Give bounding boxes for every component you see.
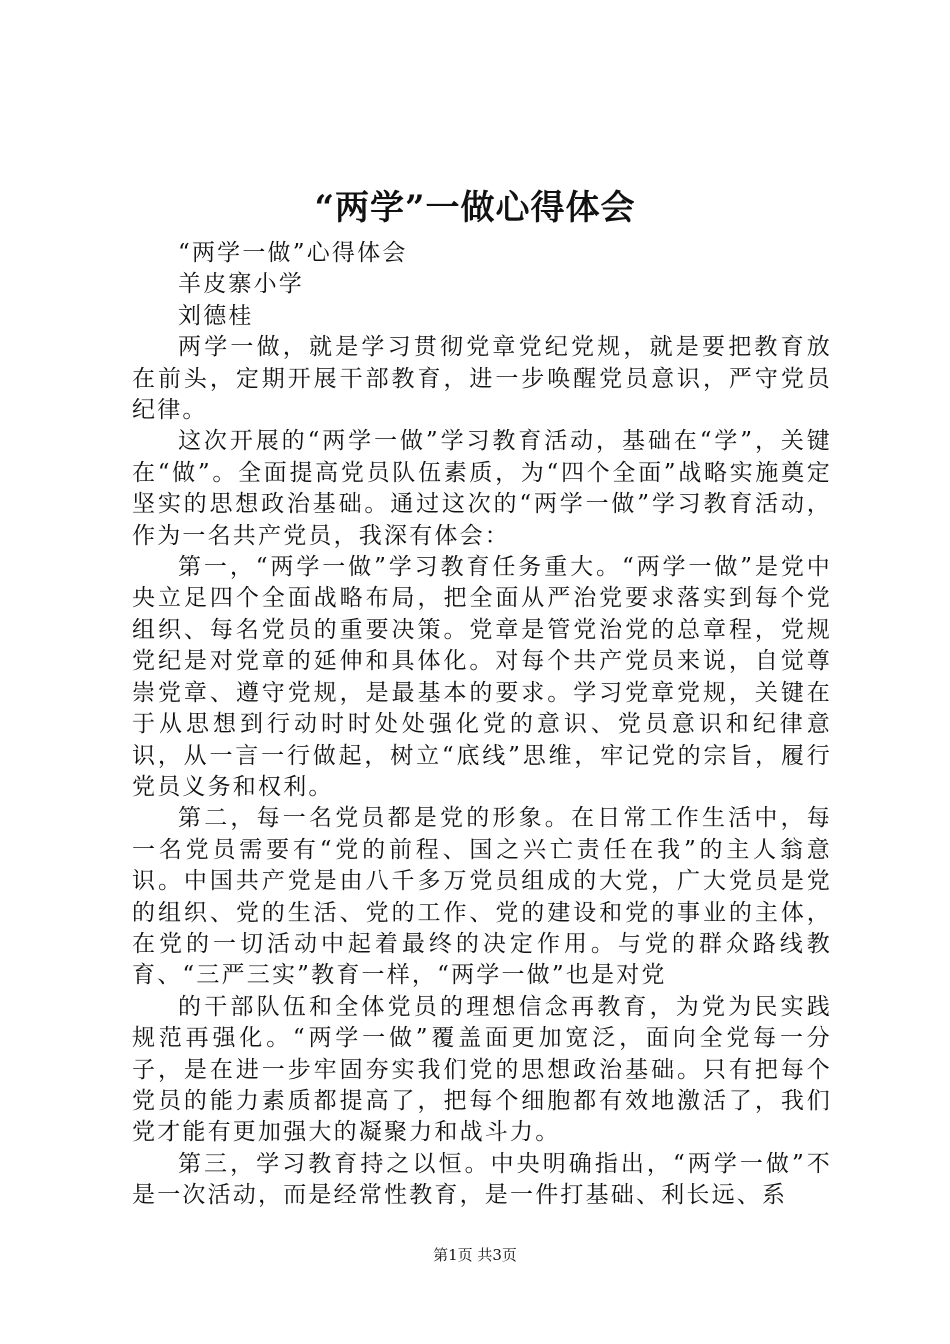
- paragraph: 这次开展的“两学一做”学习教育活动，基础在“学”，关键在“做”。全面提高党员队伍素质，为“四个全面”战略实施奠定坚实的思想政治基础。通过这次的“两学一做”学习教育活动，作为一名共产党员，我深有体会：: [132, 428, 832, 549]
- paragraph: 的干部队伍和全体党员的理想信念再教育，为党为民实践规范再强化。“两学一做”覆盖面更加宽泛，面向全党每一分子，是在进一步牢固夯实我们党的思想政治基础。只有把每个党员的能力素质都提高了，把每个细胞都有效地激活了，我们党才能有更加强大的凝聚力和战斗力。: [132, 993, 832, 1146]
- document-author: 刘德桂: [178, 302, 254, 329]
- paragraph: 两学一做，就是学习贯彻党章党纪党规，就是要把教育放在前头，定期开展干部教育，进一步唤醒党员意识，严守党员纪律。: [132, 334, 832, 424]
- page-footer: 第1页 共3页: [433, 1246, 517, 1264]
- paragraph: 第二，每一名党员都是党的形象。在日常工作生活中，每一名党员需要有“党的前程、国之兴亡责任在我”的主人翁意识。中国共产党是由八千多万党员组成的大党，广大党员是党的组织、党的生活、党的工作、党的建设和党的事业的主体，在党的一切活动中起着最终的决定作用。与党的群众路线教育、“三严三实”教育一样，“两学一做”也是对党: [132, 805, 832, 989]
- document-title: “两学”一做心得体会: [314, 188, 636, 228]
- document-school: 羊皮寨小学: [178, 271, 304, 298]
- document-body: [132, 238, 832, 1212]
- paragraph: 第一，“两学一做”学习教育任务重大。“两学一做”是党中央立足四个全面战略布局，把全面从严治党要求落实到每个党组织、每名党员的重要决策。党章是管党治党的总章程，党规党纪是对党章的延伸和具体化。对每个共产党员来说，自觉尊崇党章、遵守党规，是最基本的要求。学习党章党规，关键在于从思想到行动时时处处强化党的意识、党员意识和纪律意识，从一言一行做起，树立“底线”思维，牢记党的宗旨，履行党员义务和权利。: [132, 554, 832, 800]
- document-subtitle: “两学一做”心得体会: [178, 240, 408, 266]
- paragraph: 第三，学习教育持之以恒。中央明确指出，“两学一做”不是一次活动，而是经常性教育，是一件打基础、利长远、系: [132, 1150, 832, 1209]
